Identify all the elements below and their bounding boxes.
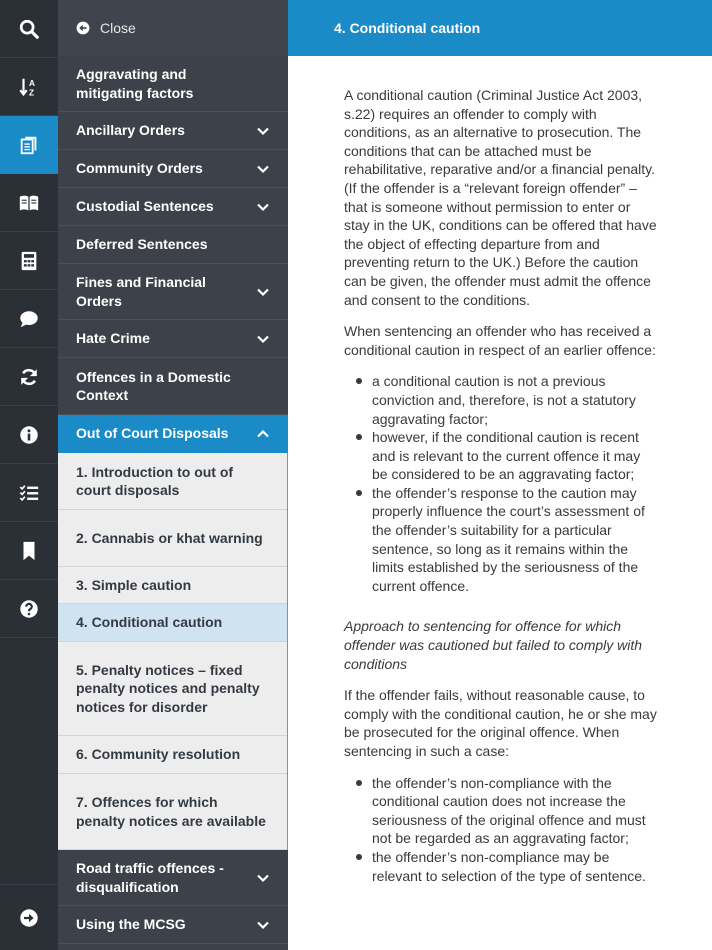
close-label: Close — [100, 20, 136, 36]
bookmark-icon — [18, 540, 40, 562]
sidebar-item-hate-crime[interactable] — [58, 320, 288, 358]
sidebar-item-label: Out of Court Disposals — [76, 425, 229, 442]
checklist-icon — [18, 482, 40, 504]
bookmark-button[interactable] — [0, 522, 58, 580]
sidebar-item-aggravating[interactable] — [58, 56, 288, 112]
refresh-button[interactable] — [0, 348, 58, 406]
exit-button[interactable] — [0, 884, 58, 950]
exit-icon — [18, 907, 40, 929]
subitem-introduction[interactable] — [58, 453, 288, 510]
chevron-down-icon — [256, 918, 270, 932]
sidebar-item-community-orders[interactable] — [58, 150, 288, 188]
sort-icon — [18, 76, 40, 98]
info-button[interactable] — [0, 406, 58, 464]
bullet-list — [344, 372, 658, 595]
refresh-icon — [18, 366, 40, 388]
sidebar-item-label: Hate Crime — [76, 330, 150, 347]
subitem-label: 7. Offences for which penalty notices are available — [76, 794, 266, 829]
sidebar-item-label: Aggravating and mitigating factors — [76, 66, 194, 101]
subitem-label: 6. Community resolution — [76, 746, 241, 763]
icon-rail — [0, 0, 58, 950]
sidebar-item-label: Fines and Financial Orders — [76, 274, 206, 309]
subitem-community-resolution[interactable] — [58, 736, 288, 774]
sidebar-item-label: Custodial Sentences — [76, 198, 214, 215]
subitem-label: 5. Penalty notices – fixed penalty notices and penalty notices for disorder — [76, 661, 260, 715]
sidebar-menu — [58, 0, 288, 950]
documents-button[interactable] — [0, 116, 58, 174]
list-item: the offender’s non-compliance may be relevant to selection of the type of sentence. — [372, 848, 658, 885]
search-button[interactable] — [0, 0, 58, 58]
chevron-down-icon — [256, 871, 270, 885]
help-icon — [18, 598, 40, 620]
search-icon — [18, 18, 40, 40]
page-title: 4. Conditional caution — [334, 20, 481, 36]
sidebar-item-ancillary-orders[interactable] — [58, 112, 288, 150]
sidebar-item-domestic-context[interactable] — [58, 358, 288, 415]
list-item: a conditional caution is not a previous conviction and, therefore, is not a statutory aggravating factor; — [372, 372, 658, 428]
chat-icon — [18, 308, 40, 330]
article-content — [288, 56, 712, 916]
calculator-button[interactable] — [0, 232, 58, 290]
sidebar-item-road-traffic[interactable] — [58, 850, 288, 906]
checklist-button[interactable] — [0, 464, 58, 522]
section-heading: Approach to sentencing for offence for which offender was cautioned but failed to comply with conditions — [344, 618, 643, 672]
sidebar-item-fines[interactable] — [58, 264, 288, 320]
info-icon — [18, 424, 40, 446]
sidebar-item-using-mcsg[interactable] — [58, 906, 288, 944]
back-arrow-icon — [76, 21, 90, 35]
subitem-simple-caution[interactable] — [58, 567, 288, 604]
bullet-list — [344, 774, 658, 886]
close-button[interactable] — [58, 0, 288, 56]
book-button[interactable] — [0, 174, 58, 232]
subitem-label: 4. Conditional caution — [76, 614, 223, 631]
chevron-up-icon — [256, 427, 270, 441]
chevron-down-icon — [256, 200, 270, 214]
sidebar-item-label: Offences in a Domestic Context — [76, 368, 231, 403]
sidebar-item-out-of-court-disposals[interactable] — [58, 415, 288, 453]
chevron-down-icon — [256, 162, 270, 176]
list-item: the offender’s response to the caution may properly influence the court’s assessment of the offender’s suitability for a particular sentence, so long as it remains within the limits established by the seriousness of the current offence. — [372, 484, 658, 596]
sidebar-item-label: Ancillary Orders — [76, 122, 185, 139]
sidebar-item-label: Using the MCSG — [76, 916, 186, 933]
chat-button[interactable] — [0, 290, 58, 348]
chevron-down-icon — [256, 332, 270, 346]
chevron-down-icon — [256, 285, 270, 299]
list-item: the offender’s non-compliance with the conditional caution does not increase the seriousness of the original offence and must not be regarded as an aggravating factor; — [372, 774, 658, 848]
subitem-label: 3. Simple caution — [76, 576, 192, 593]
page-header — [288, 0, 712, 56]
sidebar-item-label: Deferred Sentences — [76, 236, 208, 253]
subitem-offences-penalty-notices[interactable] — [58, 774, 288, 850]
calculator-icon — [18, 250, 40, 272]
list-item: however, if the conditional caution is recent and is relevant to the current offence it may be considered to be an aggravating factor; — [372, 428, 658, 484]
sidebar-item-deferred-sentences[interactable] — [58, 226, 288, 264]
svg-text:Z: Z — [29, 87, 35, 97]
sort-button[interactable] — [0, 58, 58, 116]
svg-text:A: A — [29, 78, 35, 88]
subitem-label: 1. Introduction to out of court disposals — [76, 463, 234, 498]
subitem-label: 2. Cannabis or khat warning — [76, 529, 263, 546]
documents-icon — [18, 134, 40, 156]
subitem-conditional-caution[interactable] — [58, 604, 288, 642]
paragraph: When sentencing an offender who has received a conditional caution in respect of an earlier offence: — [344, 323, 656, 358]
sidebar-item-label: Road traffic offences - disqualification — [76, 860, 224, 895]
chevron-down-icon — [256, 124, 270, 138]
sidebar-item-label: Community Orders — [76, 160, 203, 177]
subitem-penalty-notices[interactable] — [58, 642, 288, 736]
paragraph: If the offender fails, without reasonable cause, to comply with the conditional caution, he or she may be prosecuted for the original offence. When sentencing in such a case: — [344, 687, 657, 759]
book-icon — [18, 192, 40, 214]
help-button[interactable] — [0, 580, 58, 638]
subitem-cannabis-warning[interactable] — [58, 510, 288, 567]
sidebar-item-custodial-sentences[interactable] — [58, 188, 288, 226]
paragraph: A conditional caution (Criminal Justice Act 2003, s.22) requires an offender to comply with conditions, as an alternative to prosecution. The conditions that can be attached must be rehabilitative, reparative and/or a financial penalty. (If the offender is a “relevant foreign offender” – that is someone without permission to enter or stay in the UK, conditions can be offered that have the object of effecting departure from and preventing return to the UK.) Before the caution can be given, the offender must admit the offence and consent to the conditions. — [344, 87, 657, 308]
